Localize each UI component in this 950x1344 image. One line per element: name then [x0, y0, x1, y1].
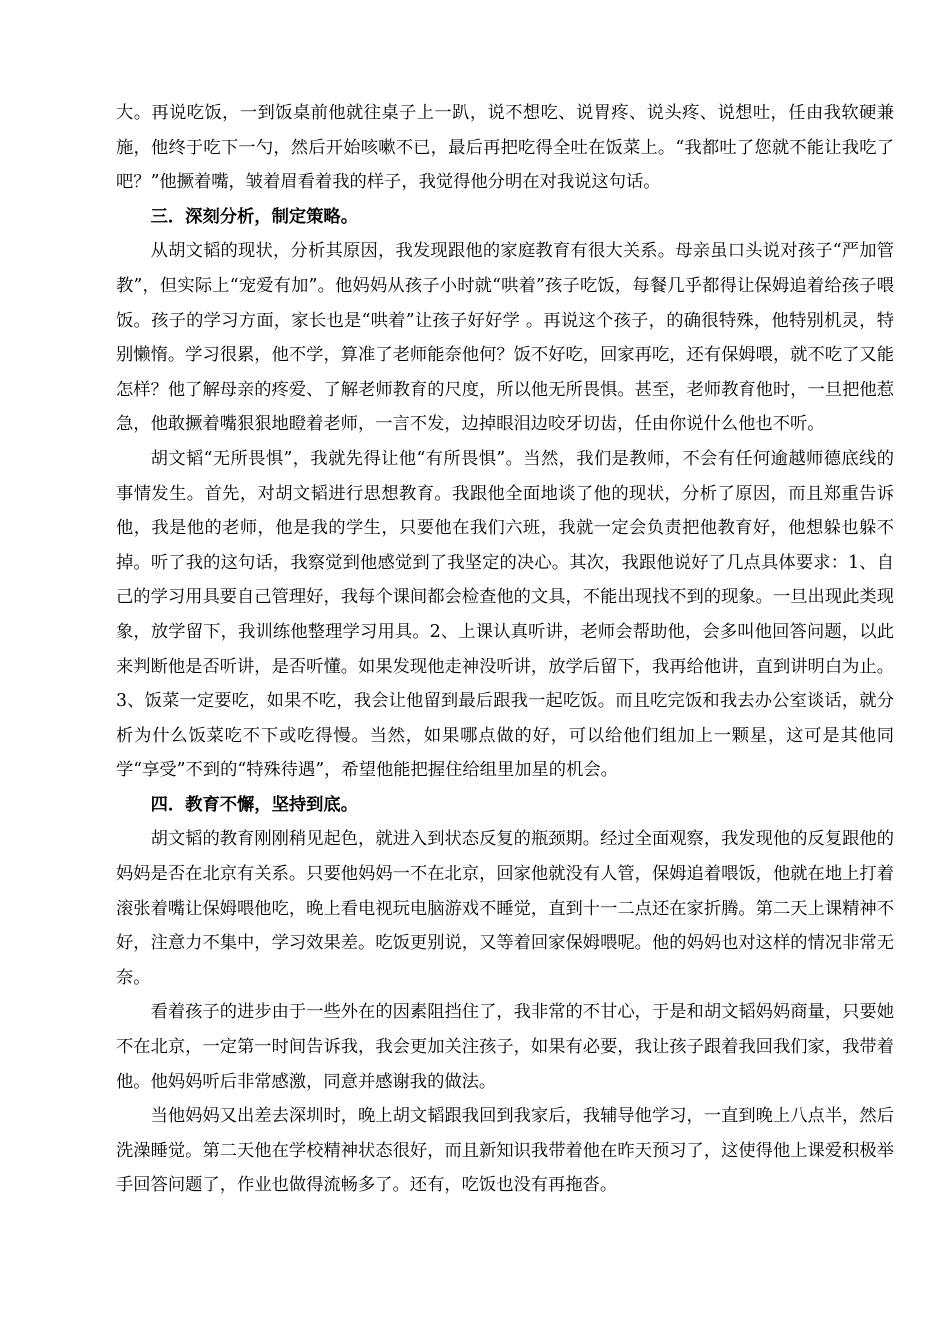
document-page — [116, 96, 894, 1203]
paragraph-continued: 大。再说吃饭，一到饭桌前他就往桌子上一趴，说不想吃、说胃疼、说头疼、说想吐，任由我软硬兼施，他终于吃下一勺，然后开始咳嗽不已，最后再把吃得全吐在饭菜上。“我都吐了您就不能让我吃了吧？”他撅着嘴，皱着眉看着我的样子，我觉得他分明在对我说这句话。 — [116, 103, 894, 193]
paragraph-result: 当他妈妈又出差去深圳时，晚上胡文韬跟我回到我家后，我辅导他学习，一直到晚上八点半，然后洗澡睡觉。第二天他在学校精神状态很好，而且新知识我带着他在昨天预习了，这使得他上课爱积极举手回答问题了，作业也做得流畅多了。还有，吃饭也没有再拖沓。 — [116, 1106, 894, 1196]
section-heading-four: 四．教育不懈，坚持到底。 — [150, 794, 358, 815]
paragraph-bottleneck: 胡文韬的教育刚刚稍见起色，就进入到状态反复的瓶颈期。经过全面观察，我发现他的反复跟他的妈妈是否在北京有关系。只要他妈妈一不在北京，回家他就没有人管，保姆追着喂饭，他就在地上打着滚张着嘴让保姆喂他吃，晚上看电视玩电脑游戏不睡觉，直到十一二点还在家折腾。第二天上课精神不好，注意力不集中，学习效果差。吃饭更别说，又等着回家保姆喂呢。他的妈妈也对这样的情况非常无奈。 — [116, 829, 894, 988]
paragraph-consultation: 看着孩子的进步由于一些外在的因素阻挡住了，我非常的不甘心，于是和胡文韬妈妈商量，只要她不在北京，一定第一时间告诉我，我会更加关注孩子，如果有必要，我让孩子跟着我回我们家，我带着他。他妈妈听后非常感激，同意并感谢我的做法。 — [116, 1002, 894, 1092]
section-heading-three: 三．深刻分析，制定策略。 — [150, 206, 358, 227]
paragraph-analysis: 从胡文韬的现状，分析其原因，我发现跟他的家庭教育有很大关系。母亲虽口头说对孩子“严加管教”，但实际上“宠爱有加”。他妈妈从孩子小时就“哄着”孩子吃饭，每餐几乎都得让保姆追着给孩子喂饭。孩子的学习方面，家长也是“哄着”让孩子好好学 。再说这个孩子，的确很特殊，他特别机灵，特别懒惰。学习很累，他不学，算准了老师能奈他何？饭不好吃，回家再吃，还有保姆喂，就不吃了又能怎样？他了解母亲的疼爱、了解老师教育的尺度，所以他无所畏惧。甚至，老师教育他时，一旦把他惹急，他敢撅着嘴狠狠地瞪着老师，一言不发，边掉眼泪边咬牙切齿，任由你说什么他也不听。 — [116, 241, 894, 435]
paragraph-strategy: 胡文韬“无所畏惧”，我就先得让他“有所畏惧”。当然，我们是教师，不会有任何逾越师德底线的事情发生。首先，对胡文韬进行思想教育。我跟他全面地谈了他的现状，分析了原因，而且郑重告诉他，我是他的老师，他是我的学生，只要他在我们六班，我就一定会负责把他教育好，他想躲也躲不掉。听了我的这句话，我察觉到他感觉到了我坚定的决心。其次，我跟他说好了几点具体要求：1、自己的学习用具要自己管理好，我每个课间都会检查他的文具，不能出现找不到的现象。一旦出现此类现象，放学留下，我训练他整理学习用具。2、上课认真听讲，老师会帮助他，会多叫他回答问题，以此来判断他是否听讲，是否听懂。如果发现他走神没听讲，放学后留下，我再给他讲，直到讲明白为止。3、饭菜一定要吃，如果不吃，我会让他留到最后跟我一起吃饭。而且吃完饭和我去办公室谈话，就分析为什么饭菜吃不下或吃得慢。当然，如果哪点做的好，可以给他们组加上一颗星，这可是其他同学“享受”不到的“特殊待遇”，希望他能把握住给组里加星的机会。 — [116, 448, 894, 781]
